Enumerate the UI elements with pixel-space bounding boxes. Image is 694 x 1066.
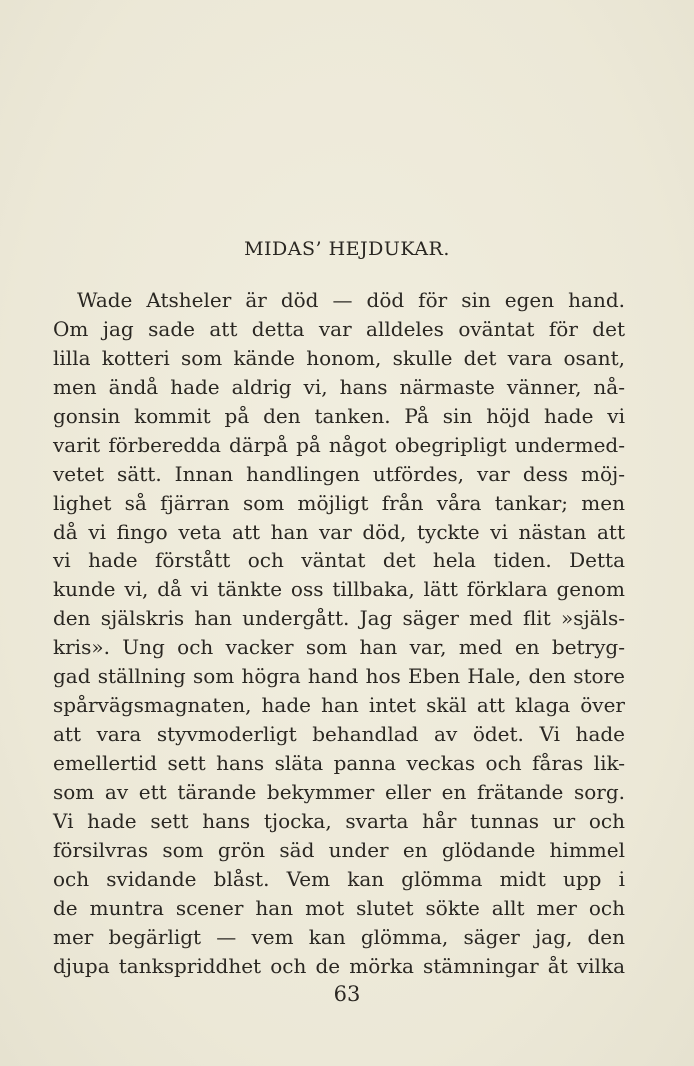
text-line: emellertid sett hans släta panna veckas och fåras lik-: [53, 751, 625, 775]
text-line: kunde vi, då vi tänkte oss tillbaka, lätt förklara genom: [53, 577, 625, 602]
text-line: Wade Atsheler är död — död för sin egen hand.: [77, 288, 625, 312]
text-line: vetet sätt. Innan handlingen utfördes, var dess möj-: [53, 461, 625, 486]
text-line: och svidande blåst. Vem kan glömma midt upp i: [53, 866, 625, 891]
text-line: som av ett tärande bekymmer eller en frätande sorg.: [53, 779, 625, 804]
text-line: kris». Ung och vacker som han var, med en betryg-: [53, 635, 625, 660]
text-line: lighet så fjärran som möjligt från våra tankar; men: [53, 490, 625, 515]
text-line: gad ställning som högra hand hos Eben Hale, den store: [53, 664, 625, 689]
text-line: Vi hade sett hans tjocka, svarta hår tunnas ur och: [53, 808, 625, 833]
text-line: de muntra scener han mot slutet sökte allt mer och: [53, 895, 625, 920]
text-line: gonsin kommit på den tanken. På sin höjd hade vi: [53, 403, 625, 428]
chapter-title: MIDAS’ HEJDUKAR.: [244, 238, 450, 260]
text-line: att vara styvmoderligt behandlad av ödet. Vi hade: [53, 722, 625, 747]
body-text: [53, 286, 625, 981]
page-number: 63: [333, 982, 361, 1006]
text-line: försilvras som grön säd under en glödande himmel: [53, 837, 625, 862]
text-line: den själskris han undergått. Jag säger med flit »själs-: [53, 606, 625, 631]
text-line: då vi fingo veta att han var död, tyckte vi nästan att: [53, 519, 625, 544]
text-line: varit förberedda därpå på något obegripligt undermed-: [53, 432, 625, 457]
text-line: lilla kotteri som kände honom, skulle det vara osant,: [53, 345, 625, 370]
text-line: vi hade förstått och väntat det hela tiden. Detta: [53, 548, 625, 573]
text-line: spårvägsmagnaten, hade han intet skäl att klaga över: [53, 693, 625, 718]
text-line: Om jag sade att detta var alldeles oväntat för det: [53, 316, 625, 341]
text-line: djupa tankspriddhet och de mörka stämningar åt vilka: [53, 953, 625, 978]
text-line: men ändå hade aldrig vi, hans närmaste vänner, nå-: [53, 374, 625, 399]
text-line: mer begärligt — vem kan glömma, säger jag, den: [53, 924, 625, 949]
